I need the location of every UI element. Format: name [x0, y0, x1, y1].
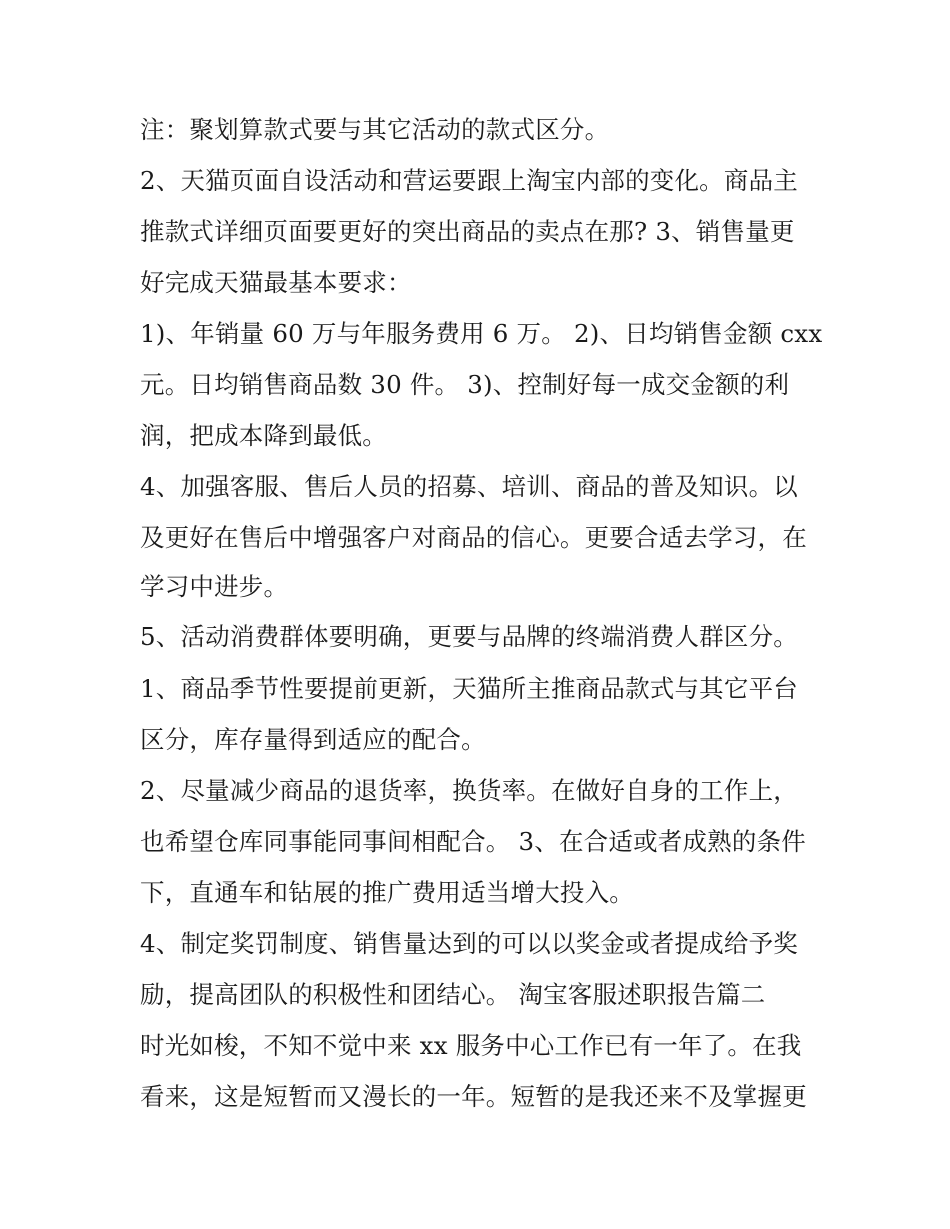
text-line: 看来，这是短暂而又漫长的一年。短暂的是我还来不及掌握更 [140, 1082, 807, 1111]
text-line: 励，提高团队的积极性和团结心。 淘宝客服述职报告篇二 [140, 980, 766, 1009]
text-line: 也希望仓库同事能同事间相配合。 3、在合适或者成熟的条件 [140, 827, 806, 856]
text-line: 下，直通车和钻展的推广费用适当增大投入。 [140, 878, 634, 907]
text-line: 润，把成本降到最低。 [140, 421, 387, 450]
text-line: 时光如梭，不知不觉中来 xx 服务中心工作已有一年了。在我 [140, 1031, 802, 1060]
text-line: 1、商品季节性要提前更新，天猫所主推商品款式与其它平台 [140, 674, 798, 703]
text-line: 2、天猫页面自设活动和营运要跟上淘宝内部的变化。商品主 [140, 166, 798, 195]
text-line: 4、制定奖罚制度、销售量达到的可以以奖金或者提成给予奖 [140, 929, 798, 958]
text-line: 1)、年销量 60 万与年服务费用 6 万。 2)、日均销售金额 cxx [140, 319, 823, 348]
text-line: 好完成天猫最基本要求： [140, 268, 412, 297]
text-line: 学习中进步。 [140, 572, 289, 601]
text-line: 推款式详细页面要更好的突出商品的卖点在那? 3、销售量更 [140, 217, 795, 246]
text-line: 元。日均销售商品数 30 件。 3)、控制好每一成交金额的利 [140, 370, 790, 399]
text-line: 及更好在售后中增强客户对商品的信心。更要合适去学习，在 [140, 523, 807, 552]
text-line: 5、活动消费群体要明确，更要与品牌的终端消费人群区分。 [140, 622, 798, 651]
text-line: 4、加强客服、售后人员的招募、培训、商品的普及知识。以 [140, 472, 798, 501]
text-line: 区分，库存量得到适应的配合。 [140, 725, 486, 754]
text-line: 注：聚划算款式要与其它活动的款式区分。 [140, 115, 610, 144]
text-line: 2、尽量减少商品的退货率，换货率。在做好自身的工作上， [140, 776, 798, 805]
